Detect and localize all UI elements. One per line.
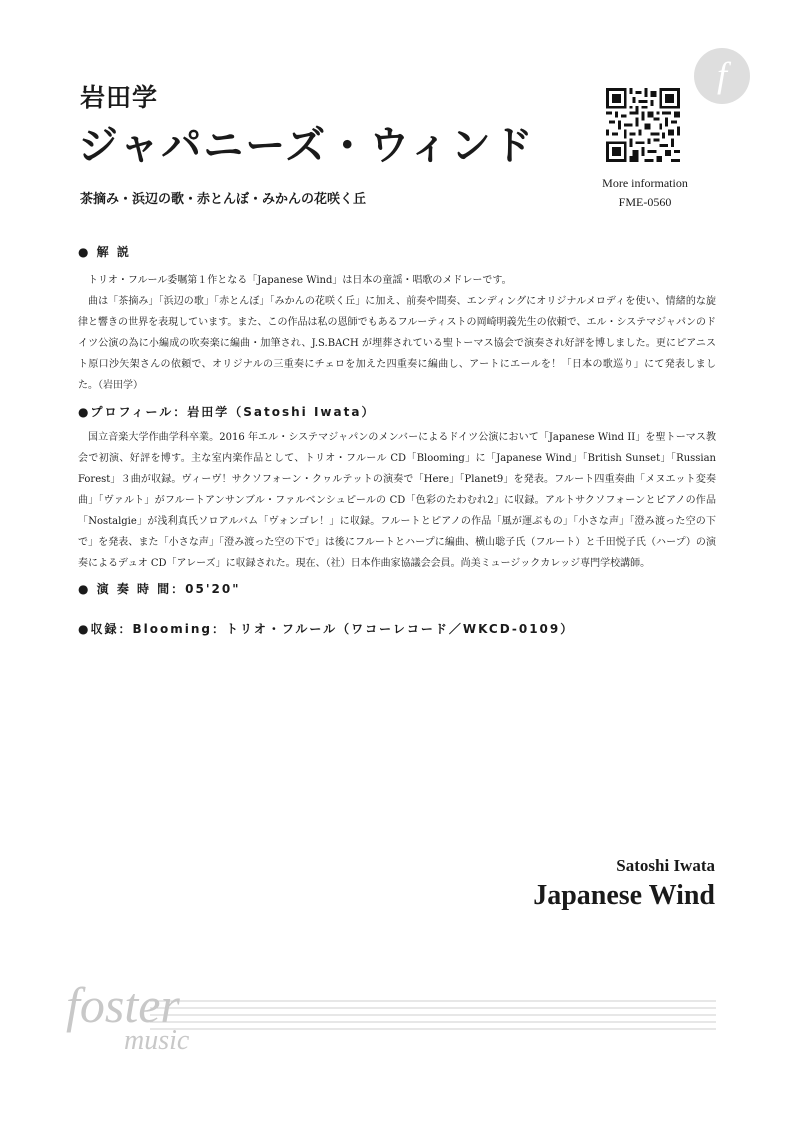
composer-name-english: Satoshi Iwata xyxy=(616,856,715,875)
profile-paragraph: 国立音楽大学作曲学科卒業。2016 年エル・システマジャパンのメンバーによるドイツ公演において「Japanese Wind II」を聖トーマス教会で初演、好評を博す。主な室内楽作品として、トリオ・フルール CD「Blooming」に「Japanese Wind」「British Sunset」「Russian Forest」３曲が収録。ヴィーヴ！サクソフォーン・クヮルテットの演奏で「Here」「Planet9」を発表。フルート四重奏曲「メヌエット変奏曲」「ヴァルト」がフルートアンサンブル・ファルベンシュピールの CD「色彩のたわむれ2」に収録。アルトサクソフォーンとピアノの作品「Nostalgie」が浅利真氏ソロアルバム「ヴォンゴレ！」に収録。フルートとピアノの作品「風が運ぶもの」「小さな声」「澄み渡った空の下で」を発表、また「小さな声」「澄み渡った空の下で」は後にフルートとハープに編曲、横山聡子氏（フルート）と千田悦子氏（ハープ）の演奏によるデュオ CD「アレーズ」に収録された。現在、（社）日本作曲家協議会会員。尚美ミュージックカレッジ専門学校講師。 xyxy=(78,432,716,569)
commentary-body xyxy=(78,270,716,396)
more-information-label: More information xyxy=(602,176,688,190)
performance-duration: ● 演 奏 時 間：05'20" xyxy=(78,582,241,596)
profile-body xyxy=(78,427,716,574)
logo-foster-word: foster xyxy=(66,977,180,1033)
commentary-paragraph: 曲は「茶摘み」「浜辺の歌」「赤とんぼ」「みかんの花咲く丘」に加え、前奏や間奏、エンディングにオリジナルメロディを使い、情緒的な旋律と響きの世界を表現しています。また、この作品は私の恩師でもあるフルーティストの岡崎明義先生の依頼で、エル・システマジャパンのドイツ公演の為に小編成の吹奏楽に編曲・加筆され、J.S.BACH が埋葬されている聖トーマス協会で演奏され好評を博しました。更にピアニスト原口沙矢架さんの依頼で、オリジナルの三重奏にチェロを加えた四重奏に編曲し、アートにエールを！「日本の歌巡り」にて発表しました。（岩田学） xyxy=(78,296,716,391)
logo-music-word: music xyxy=(124,1025,190,1056)
qr-code-icon[interactable] xyxy=(606,88,680,162)
recording-info: ●収録：Blooming：トリオ・フルール（ワコーレコード／WKCD-0109） xyxy=(78,622,575,636)
piece-subtitle-japanese: 茶摘み・浜辺の歌・赤とんぼ・みかんの花咲く丘 xyxy=(80,192,367,207)
composer-name-japanese: 岩田学 xyxy=(80,83,159,112)
piece-title-english: Japanese Wind xyxy=(533,880,715,911)
commentary-heading: ● 解 説 xyxy=(78,245,131,259)
catalog-number: FME-0560 xyxy=(618,195,672,209)
profile-heading: ●プロフィール：岩田学（Satoshi Iwata） xyxy=(78,405,376,419)
more-information-block xyxy=(570,174,720,212)
piece-title-japanese: ジャパニーズ・ウィンド xyxy=(78,123,535,169)
foster-music-logo xyxy=(66,977,190,1056)
commentary-paragraph: トリオ・フルール委嘱第１作となる「Japanese Wind」は日本の童謡・唱歌のメドレーです。 xyxy=(88,275,512,286)
foster-f-logo-icon: f xyxy=(694,48,750,104)
